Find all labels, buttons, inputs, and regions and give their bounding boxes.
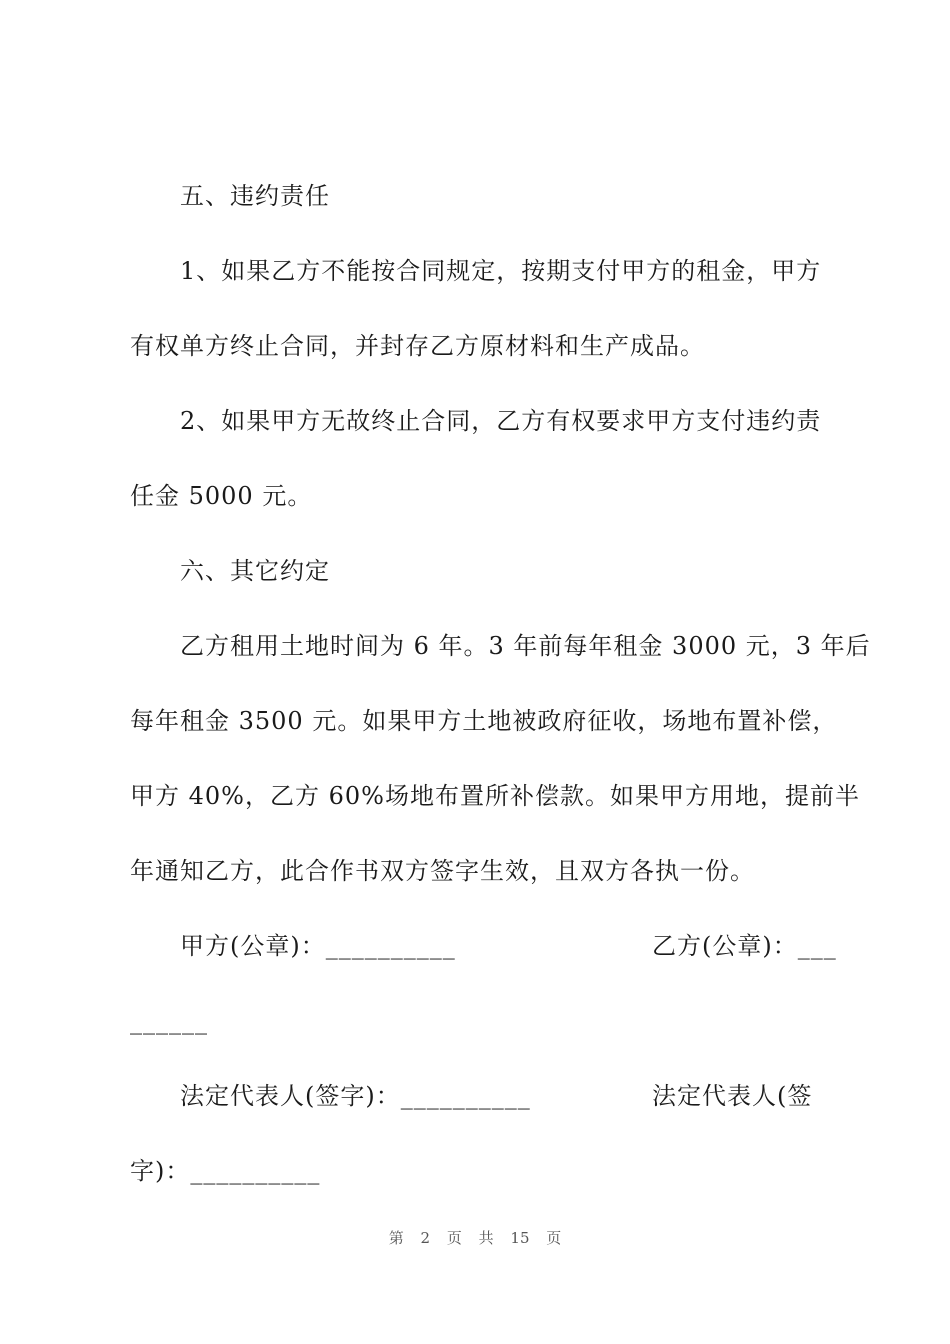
footer-page-number: 2 <box>420 1229 431 1247</box>
footer-ye-2: 页 <box>546 1229 562 1247</box>
footer-gong: 共 <box>478 1229 494 1247</box>
party-b-representative-field: 法定代表人(签 <box>652 1082 813 1110</box>
clause-1-line-1: 1、如果乙方不能按合同规定，按期支付甲方的租金，甲方 <box>180 257 822 285</box>
other-terms-line-1: 乙方租用土地时间为 6 年。3 年前每年租金 3000 元，3 年后 <box>180 632 871 660</box>
clause-2-line-2: 任金 5000 元。 <box>130 482 313 510</box>
clause-1-line-2: 有权单方终止合同，并封存乙方原材料和生产成品。 <box>130 332 705 360</box>
footer-di: 第 <box>388 1229 404 1247</box>
footer-total-pages: 15 <box>510 1229 530 1247</box>
other-terms-line-4: 年通知乙方，此合作书双方签字生效，且双方各执一份。 <box>130 857 755 885</box>
party-b-seal-field: 乙方(公章)：___ <box>652 932 837 960</box>
other-terms-line-2: 每年租金 3500 元。如果甲方土地被政府征收，场地布置补偿， <box>130 707 838 735</box>
party-a-representative-field: 法定代表人(签字)：__________ <box>180 1082 531 1110</box>
party-b-seal-field-cont: ______ <box>130 1007 208 1035</box>
footer-ye: 页 <box>446 1229 462 1247</box>
section-6-heading: 六、其它约定 <box>180 557 330 585</box>
party-b-representative-field-cont: 字)：__________ <box>130 1157 321 1185</box>
other-terms-line-3: 甲方 40%，乙方 60%场地布置所补偿款。如果甲方用地，提前半 <box>130 782 860 810</box>
party-a-seal-field: 甲方(公章)：__________ <box>180 932 456 960</box>
clause-2-line-1: 2、如果甲方无故终止合同，乙方有权要求甲方支付违约责 <box>180 407 822 435</box>
page-footer <box>0 1227 950 1248</box>
section-5-heading: 五、违约责任 <box>180 182 330 210</box>
